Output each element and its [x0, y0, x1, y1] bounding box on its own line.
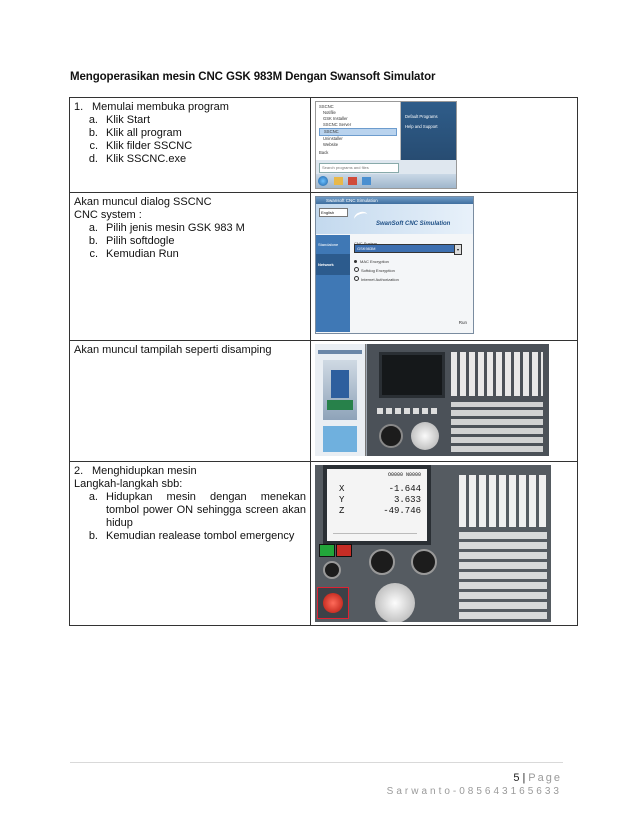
- control-panel: [367, 344, 549, 456]
- cnc-system-select: GSK983M: [354, 244, 460, 253]
- status-line: [333, 533, 417, 538]
- axis-label: Z: [339, 506, 345, 516]
- banner-title: SwanSoft CNC Simulation: [376, 221, 451, 227]
- page-number: 5 | Page: [513, 772, 562, 784]
- emergency-stop-icon: [323, 593, 343, 613]
- right-pane: [401, 102, 456, 160]
- folder-icon: [334, 177, 343, 185]
- axis-row: [327, 495, 427, 506]
- spindle-knob-icon: [411, 549, 437, 575]
- table-block: [327, 400, 353, 410]
- keypad-lower: [459, 531, 547, 619]
- toolbar: [318, 350, 362, 354]
- step-text-cell: [70, 341, 311, 462]
- menu-item: Website: [323, 142, 339, 147]
- machine-frame: [323, 360, 357, 420]
- bird-icon: [353, 210, 370, 224]
- keypad: [459, 475, 547, 527]
- table-row: [70, 341, 578, 462]
- power-off-button: [336, 544, 352, 557]
- table-row: [70, 462, 578, 626]
- program-list: [316, 102, 401, 160]
- list-item: Klik all program: [106, 127, 182, 139]
- taskbar: [316, 174, 456, 188]
- chevron-down-icon: ▾: [454, 244, 462, 255]
- axis-label: X: [339, 484, 345, 494]
- cnc-panel-screenshot: [315, 465, 551, 622]
- search-input: Search programs and files: [319, 163, 399, 173]
- radio-option: Softdog Encryption: [354, 266, 399, 275]
- app-icon: [348, 177, 357, 185]
- handwheel-icon: [375, 583, 415, 622]
- language-select: English: [319, 208, 348, 217]
- screenshot-cell: [311, 341, 578, 462]
- base: [323, 426, 357, 452]
- emergency-highlight: [317, 587, 349, 619]
- radio-icon: [354, 276, 359, 281]
- feed-knob-icon: [379, 424, 403, 448]
- menu-item: Back: [319, 150, 329, 155]
- keypad: [451, 352, 543, 396]
- list-item: Kemudian realease tombol emergency: [106, 530, 295, 542]
- paragraph: CNC system :: [74, 209, 142, 221]
- screen: [379, 352, 445, 398]
- softkeys: [377, 408, 437, 414]
- program-header: O0000 N0000: [387, 472, 421, 478]
- mode-knob-icon: [323, 561, 341, 579]
- screenshot-cell: [311, 193, 578, 341]
- list-item: Hidupkan mesin dengan menekan tombol power ON sehingga screen akan hidup: [106, 491, 306, 529]
- footer-rule: [70, 762, 563, 763]
- radio-icon: [354, 267, 359, 272]
- cnc-screen: [323, 465, 431, 545]
- screenshot-cell: [311, 98, 578, 193]
- document-title: Mengoperasikan mesin CNC GSK 983M Dengan Swansoft Simulator: [70, 71, 436, 83]
- machine-view: [315, 344, 366, 456]
- author-footer: Sarwanto-085643165633: [386, 786, 562, 797]
- menu-item-selected: SSCNC: [319, 128, 397, 136]
- power-on-button: [319, 544, 335, 557]
- simulator-overview-screenshot: [315, 344, 549, 456]
- start-menu-screenshot: [315, 101, 457, 189]
- paragraph: Akan muncul dialog SSCNC: [74, 196, 212, 208]
- tabs-pane: [316, 235, 350, 332]
- step-text-cell: 2. Menghidupkan mesin Langkah-langkah sbb: a. Hidupkan mesin dengan menekan tombol power ON sehingga screen akan hidup b. Kemudian realease tombol emergency: [70, 462, 311, 626]
- run-button: Run: [458, 320, 467, 325]
- list-item: Klik Start: [106, 114, 151, 126]
- step-text-cell: 1. Memulai membuka program a. Klik Start b. Klik all program c. Klik filder SSCNC d. Klik SSCNC.exe: [70, 98, 311, 193]
- menu-item: Uninstaller: [323, 136, 343, 141]
- radio-selected-icon: [354, 260, 357, 263]
- start-orb-icon: [318, 176, 328, 186]
- list-item: Pilih softdogle: [106, 235, 175, 247]
- menu-item: SSCNC Server: [323, 122, 352, 127]
- menu-item: Default Programs: [405, 114, 438, 119]
- spindle: [331, 370, 349, 398]
- step-heading: Memulai membuka program: [92, 101, 229, 113]
- step-heading: Menghidupkan mesin: [92, 465, 197, 477]
- radio-option: Internet Authorization: [354, 275, 399, 284]
- handwheel-icon: [411, 422, 439, 450]
- menu-item: Help and Support: [405, 124, 438, 129]
- list-item: Klik filder SSCNC: [106, 140, 193, 152]
- keypad-lower: [451, 402, 543, 452]
- swansoft-dialog-screenshot: [315, 196, 474, 334]
- menu-item: GSK Installer: [323, 116, 348, 121]
- window-title: Swansoft CNC Simulation: [316, 197, 473, 204]
- list-item: Pilih jenis mesin GSK 983 M: [106, 222, 245, 234]
- feed-knob-icon: [369, 549, 395, 575]
- axis-label: Y: [339, 495, 345, 505]
- banner: [316, 204, 473, 234]
- list-item: Kemudian Run: [106, 248, 179, 260]
- axis-value: -49.746: [383, 506, 421, 516]
- axis-row: [327, 506, 427, 517]
- app-icon: [362, 177, 371, 185]
- tab-network: Network: [316, 254, 350, 275]
- menu-item: SSCNC: [319, 104, 334, 109]
- step-text-cell: Akan muncul dialog SSCNC CNC system : a. Pilih jenis mesin GSK 983 M b. Pilih softdogle c. Kemudian Run: [70, 193, 311, 341]
- menu-item: Notifile: [323, 110, 336, 115]
- steps-table: [69, 97, 578, 626]
- table-row: [70, 193, 578, 341]
- radio-option: MAC Encryption: [354, 257, 399, 266]
- list-item: Klik SSCNC.exe: [106, 153, 187, 165]
- axis-value: 3.633: [393, 495, 421, 505]
- axis-row: [327, 482, 427, 495]
- table-row: [70, 98, 578, 193]
- tab-standalone: Standalone: [318, 242, 339, 247]
- paragraph: Langkah-langkah sbb:: [74, 478, 183, 490]
- axis-value: -1.644: [388, 484, 421, 494]
- paragraph: Akan muncul tampilah seperti disamping: [74, 344, 272, 356]
- screenshot-cell: [311, 462, 578, 626]
